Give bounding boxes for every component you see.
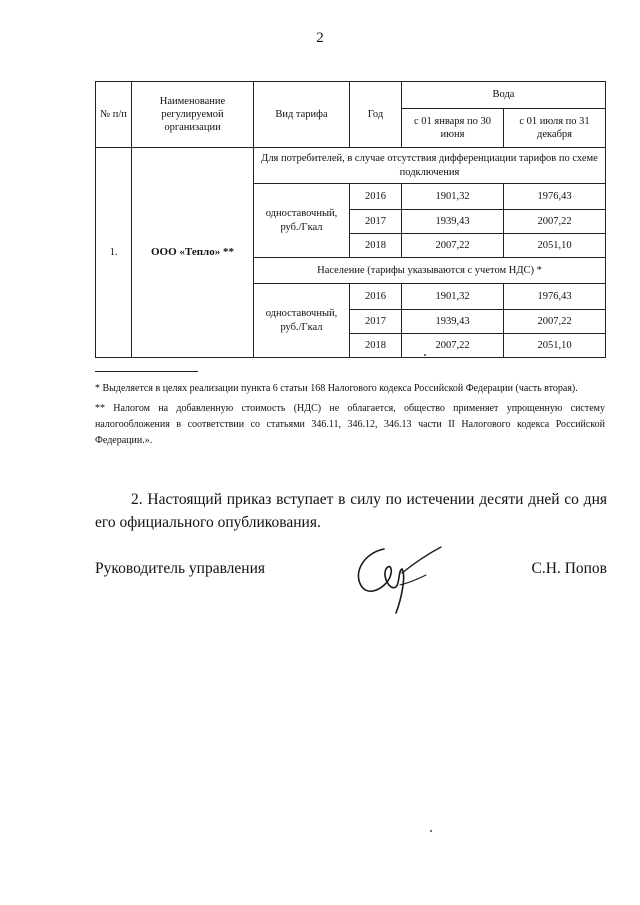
section-title: Для потребителей, в случае отсутствия дифференциации тарифов по схеме подключения [254,148,606,184]
organization-name: ООО «Тепло» ** [132,148,254,358]
table-row [96,148,606,184]
tariff-value-period-2: 2007,22 [504,310,606,334]
footnote-vat-included: * Выделяется в целях реализации пункта 6 статьи 168 Налогового кодекса Российской Федерации (часть вторая). [95,383,578,394]
tariff-value-period-1: 2007,22 [402,234,504,258]
row-number: 1. [96,148,132,358]
section-title: Население (тарифы указываются с учетом НДС) * [254,258,606,284]
tariff-value-period-1: 1939,43 [402,310,504,334]
tariff-value-period-2: 1976,43 [504,284,606,310]
header-number: № п/п [96,82,132,148]
table-header-row [96,82,606,109]
tariff-value-period-1: 1901,32 [402,184,504,210]
header-water: Вода [402,82,606,109]
tariff-value-period-1: 1939,43 [402,210,504,234]
tariff-type: одноставочный, руб./Гкал [254,284,350,358]
handwritten-signature [346,535,446,615]
year-cell: 2018 [350,234,402,258]
effective-date-paragraph: 2. Настоящий приказ вступает в силу по истечении десяти дней со дня его официального опубликования. [95,491,607,532]
signatory-position: Руководитель управления [95,560,266,577]
header-year: Год [350,82,402,148]
header-organization: Наименование регулируемой организации [132,82,254,148]
footnotes [95,381,605,453]
signatory-name: С.Н. Попов [531,560,607,577]
tariff-value-period-2: 2051,10 [504,234,606,258]
tariff-value-period-1: 2007,22 [402,334,504,358]
tariff-value-period-2: 2007,22 [504,210,606,234]
scan-speck [424,354,426,356]
year-cell: 2016 [350,284,402,310]
year-cell: 2017 [350,310,402,334]
header-period-2: с 01 июля по 31 декабря [504,109,606,148]
scan-speck [430,830,432,832]
tariff-table [95,81,606,358]
tariff-value-period-2: 1976,43 [504,184,606,210]
footnote-divider [95,371,198,372]
year-cell: 2017 [350,210,402,234]
footnote-vat-exempt: ** Налогом на добавленную стоимость (НДС) не облагается, общество применяет упрощенную систему налогообложения в соответствии со статьями 346.11, 346.12, 346.13 части II Налогового кодекса Российской Федерации.». [95,403,605,446]
tariff-value-period-1: 1901,32 [402,284,504,310]
header-period-1: с 01 января по 30 июня [402,109,504,148]
tariff-type: одноставочный, руб./Гкал [254,184,350,258]
year-cell: 2016 [350,184,402,210]
year-cell: 2018 [350,334,402,358]
tariff-value-period-2: 2051,10 [504,334,606,358]
header-tariff-type: Вид тарифа [254,82,350,148]
page-number: 2 [316,30,324,46]
